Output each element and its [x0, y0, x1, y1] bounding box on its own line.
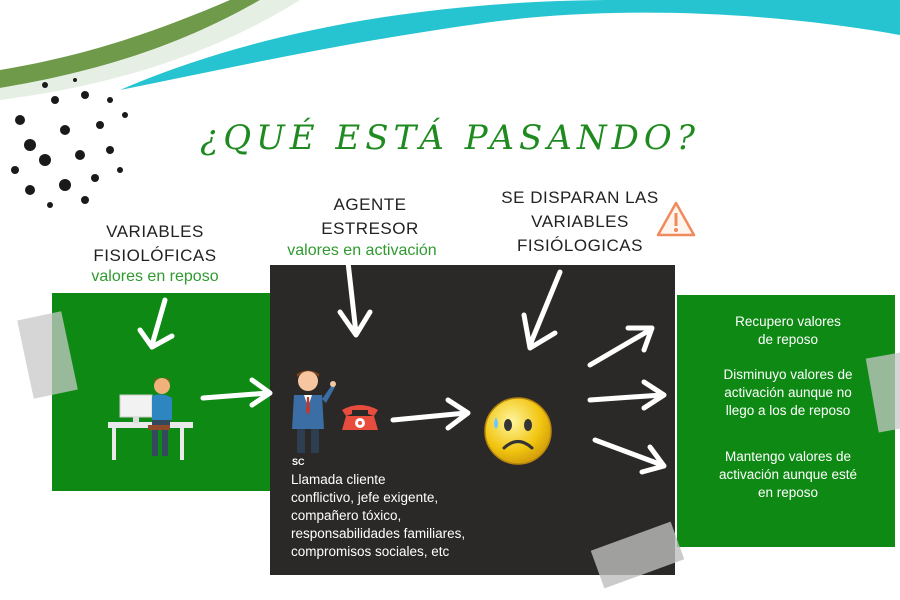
center-small-label: SC: [292, 457, 305, 467]
col1-heading-line1: VARIABLES: [106, 222, 204, 241]
col2-heading-line1: AGENTE: [333, 195, 407, 214]
col2-subtitle: valores en activación: [287, 242, 437, 259]
arrow-outcome-2: [590, 382, 664, 408]
col1-heading-line2: FISIOLÓFICAS: [93, 246, 217, 265]
outcome-2: [686, 366, 890, 420]
col3-heading-line2: VARIABLES: [531, 212, 629, 231]
col3-heading-line3: FISIÓLOGICAS: [517, 236, 643, 255]
arrow-outcome-1: [590, 328, 652, 365]
arrow-down-col2: [340, 262, 370, 335]
outcome-1: [688, 313, 888, 349]
outcome-3-line1: Mantengo valores de: [724, 449, 852, 464]
arrow-right-2: [393, 400, 468, 428]
outcome-3-line3: en reposo: [757, 485, 819, 500]
description-line: conflictivo, jefe exigente,: [291, 490, 439, 505]
outcome-2-line3: llego a los de reposo: [725, 403, 851, 418]
col1-subtitle: valores en reposo: [91, 268, 219, 285]
description-line: responsabilidades familiares,: [291, 526, 466, 541]
arrow-outcome-3: [595, 440, 664, 472]
outcome-1-line2: de reposo: [757, 332, 819, 347]
page-title: ¿QUÉ ESTÁ PASANDO?: [200, 118, 700, 158]
description-line: compromisos sociales, etc: [291, 544, 450, 559]
description-line: compañero tóxico,: [291, 508, 402, 523]
outcome-2-line2: activación aunque no: [724, 385, 852, 400]
description-line: Llamada cliente: [291, 472, 386, 487]
col2-heading-line2: ESTRESOR: [321, 219, 419, 238]
arrow-down-col1: [140, 300, 172, 347]
center-description: [291, 471, 491, 561]
arrow-down-col3: [524, 272, 560, 348]
outcome-3: [686, 448, 890, 502]
arrow-right-1: [203, 380, 270, 405]
outcome-2-line1: Disminuyo valores de: [723, 367, 853, 382]
outcome-3-line2: activación aunque esté: [718, 467, 858, 482]
outcome-1-line1: Recupero valores: [735, 314, 841, 329]
col3-heading-line1: SE DISPARAN LAS: [501, 188, 659, 207]
